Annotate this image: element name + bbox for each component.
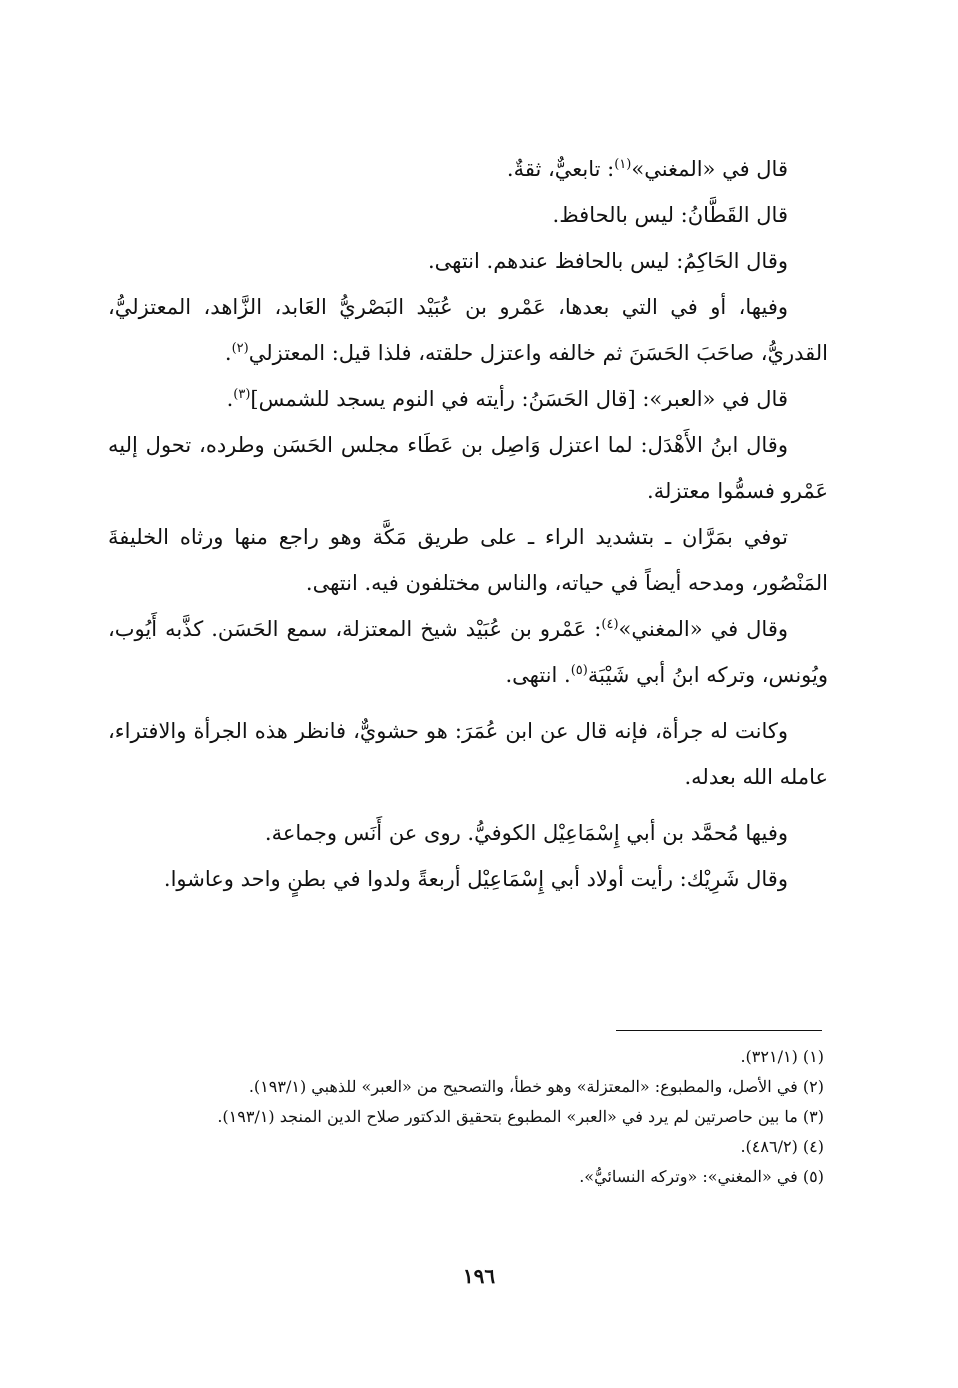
paragraph-10-text: وفيها مُحمَّد بن أبي إِسْمَاعِيْل الكوفيُّ. روى عن أَنَس وجماعة. xyxy=(264,821,788,845)
paragraph-8 xyxy=(108,606,828,698)
paragraph-4-text: وفيها، أو في التي بعدها، عَمْرو بن عُبَيْد البَصْريُّ العَابد، الزَّاهد، المعتزليُّ، القدريُّ، صاحَبَ الحَسَنَ ثم خالفه واعتزل حلقته، فلذا قيل: المعتزلي xyxy=(108,295,828,365)
paragraph-8-middle: : عَمْرو بن عُبَيْد شيخ المعتزلة، سمع الحَسَن. كذَّبه أَيُوب، ويُونس، وتركه ابنُ أبي شَيْبَة xyxy=(108,617,828,687)
footnote-number: (١) xyxy=(802,1047,824,1066)
paragraph-6 xyxy=(108,422,828,514)
paragraph-1 xyxy=(108,146,828,192)
footnote-ref-2: (٢) xyxy=(231,341,249,356)
footnote-ref-1: (١) xyxy=(614,157,632,172)
footnote-text: (٤٨٦/٢). xyxy=(740,1137,798,1156)
paragraph-8-tail: . انتهى. xyxy=(505,663,571,687)
paragraph-5 xyxy=(108,376,828,422)
footnote-1 xyxy=(108,1042,824,1072)
footnote-4 xyxy=(108,1132,824,1162)
paragraph-2-text: قال القَطَّانُ: ليس بالحافظ. xyxy=(552,203,788,227)
page-number: ١٩٦ xyxy=(462,1264,496,1288)
footnote-number: (٥) xyxy=(802,1167,824,1186)
footnote-text: في «المغني»: «وتركه النسائيُّ». xyxy=(579,1167,798,1186)
paragraph-5-text: قال في «العبر»: [قال الحَسَنُ: رأيته في النوم يسجد للشمس] xyxy=(250,387,788,411)
paragraph-3 xyxy=(108,238,828,284)
paragraph-6-text: وقال ابنُ الأَهْدَل: لما اعتزل وَاصِل بن عَطَاء مجلس الحَسَن وطرده، تحول إليه عَمْرو فسمُّوا معتزلة. xyxy=(108,433,828,503)
footnote-text: ما بين حاصرتين لم يرد في «العبر» المطبوع بتحقيق الدكتور صلاح الدين المنجد (١٩٣/١). xyxy=(217,1107,798,1126)
footnote-2 xyxy=(108,1072,824,1102)
paragraph-3-text: وقال الحَاكِمُ: ليس بالحافظ عندهم. انتهى. xyxy=(427,249,788,273)
footnote-3 xyxy=(108,1102,824,1132)
paragraph-8-text: وقال في «المغني» xyxy=(618,617,788,641)
paragraph-1-tail: : تابعيٌّ، ثقةٌ. xyxy=(506,157,615,181)
main-text xyxy=(108,146,828,902)
footnote-ref-5: (٥) xyxy=(570,663,588,678)
paragraph-9 xyxy=(108,708,828,800)
footnote-text: في الأصل، والمطبوع: «المعتزلة» وهو خطأ، والتصحيح من «العبر» للذهبي (١٩٣/١). xyxy=(248,1077,798,1096)
paragraph-1-text: قال في «المغني» xyxy=(631,157,788,181)
paragraph-7-text: توفي بمَرَّان ـ بتشديد الراء ـ على طريق مَكَّة وهو راجع منها ورثاه الخليفةَ المَنْصُور، ومدحه أيضاً في حياته، والناس مختلفون فيه. انتهى. xyxy=(108,525,828,595)
paragraph-10 xyxy=(108,810,828,856)
footnote-divider xyxy=(616,1030,822,1031)
footnote-ref-4: (٤) xyxy=(601,617,619,632)
paragraph-7 xyxy=(108,514,828,606)
paragraph-11 xyxy=(108,856,828,902)
footnote-ref-3: (٣) xyxy=(233,387,251,402)
footnote-number: (٤) xyxy=(802,1137,824,1156)
paragraph-4 xyxy=(108,284,828,376)
paragraph-5-tail: . xyxy=(226,387,234,411)
footnotes xyxy=(108,1042,824,1192)
paragraph-9-text: وكانت له جرأة، فإنه قال عن ابن عُمَرَ: هو حشويٌّ، فانظر هذه الجرأة والافتراء، عامله الله بعدله. xyxy=(108,719,828,789)
paragraph-2 xyxy=(108,192,828,238)
paragraph-11-text: وقال شَرِيْك: رأيت أولاد أبي إِسْمَاعِيْل أربعةً ولدوا في بطنٍ واحد وعاشوا. xyxy=(163,867,788,891)
paragraph-4-tail: . xyxy=(224,341,232,365)
footnote-number: (٢) xyxy=(802,1077,824,1096)
footnote-text: (٣٢١/١). xyxy=(740,1047,798,1066)
footnote-5 xyxy=(108,1162,824,1192)
footnote-number: (٣) xyxy=(802,1107,824,1126)
